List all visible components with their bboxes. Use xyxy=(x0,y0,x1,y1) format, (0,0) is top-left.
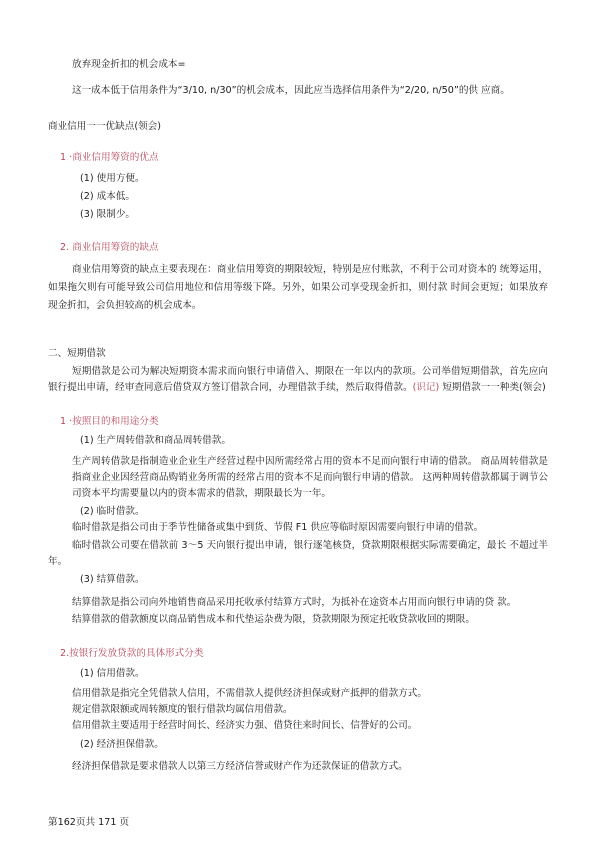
paragraph-line: 临时借款是指公司由于季节性储备或集中到货、节假 F1 供应等临时原因需要向银行申请的借款。 xyxy=(72,522,484,533)
text-line: 这一成本低于信用条件为“3/10, n/30”的机会成本，因此应当选择信用条件为“2/20, n/50”的供 应商。 xyxy=(72,85,510,96)
list-item: (1) 信用借款。 xyxy=(80,668,145,679)
paragraph-line: 生产周转借款是指制造业企业生产经营过程中因所需经常占用的资本不足而向银行申请的借款。 商品周转借款是 xyxy=(72,456,548,467)
subsection-heading: 2.按银行发放贷款的具体形式分类 xyxy=(60,648,204,659)
paragraph-line: 信用借款是指完全凭借款人信用，不需借款人提供经济担保或财产抵押的借款方式。 xyxy=(72,688,427,699)
paragraph-line: 规定借款限额或周转额度的银行借款均属信用借款。 xyxy=(72,704,293,715)
list-item: (1) 生产周转借款和商品周转借款。 xyxy=(80,435,231,446)
paragraph-line: 结算借款是指公司向外地销售商品采用托收承付结算方式时，为抵补在途资本占用而向银行申请的贷 款。 xyxy=(72,597,517,608)
paragraph-text: 短期借款一一种类(领会) xyxy=(442,382,546,393)
paragraph-line: 现金折扣，会负担较高的机会成本。 xyxy=(48,300,202,311)
section-heading: 二、短期借款 xyxy=(48,348,106,359)
tag-label: (识记) xyxy=(412,382,440,393)
list-item: (3) 限制少。 xyxy=(80,209,136,220)
list-item: (2) 经济担保借款。 xyxy=(80,739,164,750)
paragraph-line: 指商业企业因经营商品购销业务所需的经常占用的资本不足而向银行申请的借款。 这两种周转借款都属于调节公 xyxy=(72,472,548,483)
list-item: (1) 使用方便。 xyxy=(80,173,145,184)
paragraph-text: 银行提出申请，经审查同意后借贷双方签订借款合同，办理借款手续，然后取得借款。 xyxy=(48,382,413,393)
paragraph-line: 年。 xyxy=(48,556,68,567)
page-number: 第162页共 171 页 xyxy=(48,817,130,828)
paragraph-line: 司资本平均需要量以内的资本需求的借款，期限最长为一年。 xyxy=(72,488,332,499)
section-heading: 商业信用一一优缺点(领会) xyxy=(48,121,162,132)
paragraph-line: 经济担保借款是要求借款人以第三方经济信誉或财产作为还款保证的借款方式。 xyxy=(72,761,408,772)
paragraph-line: 结算借款的借款额度以商品销售成本和代垫运杂费为限，贷款期限为预定托收贷款收回的期限。 xyxy=(72,614,475,625)
paragraph-line: 信用借款主要适用于经营时间长、经济实力强、借贷往来时间长、信誉好的公司。 xyxy=(72,720,418,731)
list-item: (3) 结算借款。 xyxy=(80,574,145,585)
list-item: (2) 成本低。 xyxy=(80,191,136,202)
paragraph-line: 短期借款是公司为解决短期资本需求而向银行申请借入、期限在一年以内的款项。公司举借短期借款，首先应向 xyxy=(72,366,548,377)
text-line: 放弃现金折扣的机会成本= xyxy=(72,59,186,70)
subsection-heading: 2. 商业信用筹资的缺点 xyxy=(60,242,159,253)
paragraph-line: 如果拖欠则有可能导致公司信用地位和信用等级下降。另外，如果公司享受现金折扣，则付款 时间会更短；如果放弃 xyxy=(48,282,548,293)
list-item: (2) 临时借款。 xyxy=(80,506,145,517)
paragraph-line: 商业信用筹资的缺点主要表现在：商业信用筹资的期限较短，特别是应付账款，不利于公司对资本的 统筹运用， xyxy=(72,264,548,275)
subsection-heading: 1 ·商业信用筹资的优点 xyxy=(60,152,159,163)
subsection-heading: 1 ·按照目的和用途分类 xyxy=(60,416,159,427)
paragraph-line: 临时借款公司要在借款前 3～5 天向银行提出申请，银行逐笔核贷，贷款期限根据实际需要确定，最长 不超过半 xyxy=(72,540,548,551)
paragraph-line xyxy=(48,381,546,394)
